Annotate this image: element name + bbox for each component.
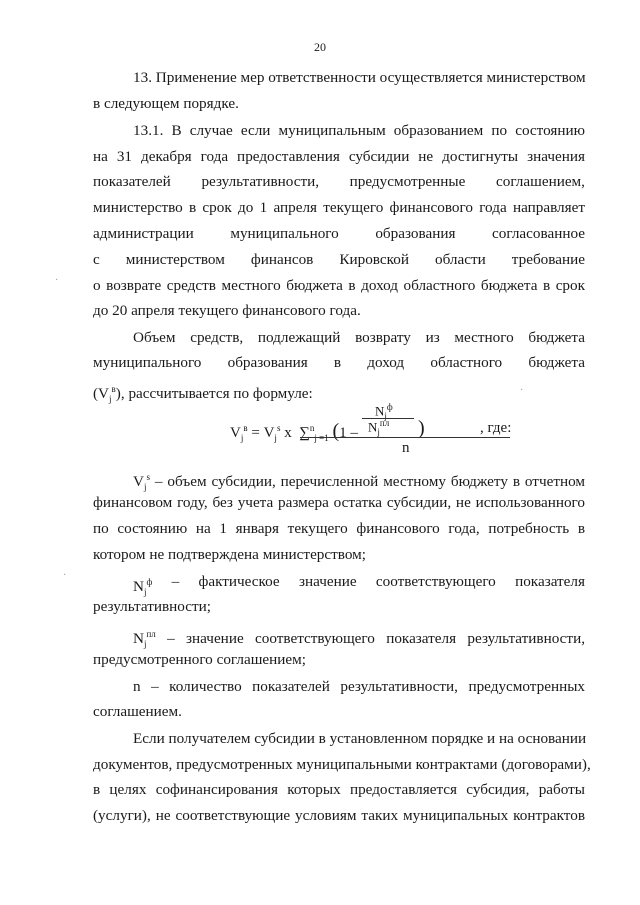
subscript-j: j xyxy=(377,426,380,437)
word: Объем xyxy=(133,329,176,346)
word: финансов xyxy=(250,251,314,268)
text-fragment: (V xyxy=(93,385,110,403)
word: в xyxy=(333,354,342,371)
word: предусмотренные xyxy=(349,173,466,190)
scan-speck: · xyxy=(63,570,67,581)
word: образования xyxy=(375,225,456,242)
subscript-j: j xyxy=(143,639,147,650)
paragraph-13-1-line-3 xyxy=(93,172,585,192)
word: доход xyxy=(367,354,405,371)
subscript-j: j xyxy=(240,433,244,443)
word: из xyxy=(425,329,440,346)
last-paragraph-line-1: Если получателем субсидии в установленном порядке и на основании xyxy=(133,730,587,747)
nf-definition-line-2: результативности; xyxy=(93,598,211,615)
superscript-pl: пл xyxy=(146,629,156,639)
symbol-v: V xyxy=(133,473,144,491)
main-fraction-bar xyxy=(300,437,510,438)
word: подлежащий xyxy=(257,329,341,346)
word: – xyxy=(171,573,180,590)
formula-denominator-n: n xyxy=(402,440,410,456)
superscript-v: в xyxy=(111,384,116,394)
superscript-s: s xyxy=(276,423,281,433)
scan-speck: · xyxy=(55,275,59,286)
npl-definition-line-2: предусмотренного соглашением; xyxy=(93,651,306,668)
word: соответствующего xyxy=(375,573,496,590)
paragraph-13-1-line-1: 13.1. В случае если муниципальным образованием по состоянию xyxy=(133,122,585,139)
superscript-f: ф xyxy=(386,402,393,412)
subscript-j: j xyxy=(143,587,147,598)
equals-sign: = xyxy=(251,425,260,441)
subscript-j: j xyxy=(384,410,387,421)
word: муниципального xyxy=(230,225,339,242)
paragraph-13-1-line-2: на 31 декабря года предоставления субсидии не достигнуты значения xyxy=(93,148,585,165)
word: согласованное xyxy=(492,225,585,242)
superscript-s: s xyxy=(146,472,150,482)
paragraph-13-1-line-7: о возврате средств местного бюджета в доход областного бюджета в срок xyxy=(93,277,585,294)
sum-symbol: ∑ xyxy=(299,425,310,441)
symbol-v: V xyxy=(230,425,241,441)
subscript-j: j xyxy=(274,433,277,443)
text-fragment: ), рассчитывается по формуле: xyxy=(115,385,313,403)
word: Кировской xyxy=(339,251,409,268)
word: бюджета xyxy=(528,329,585,346)
vs-definition-line-2: финансовом году, без учета размера остатка субсидии, не использованного xyxy=(93,494,585,511)
word: фактическое xyxy=(198,573,280,590)
sum-index: j =1 xyxy=(314,433,329,443)
superscript-pl: пл xyxy=(379,418,390,428)
word: показателей xyxy=(93,173,171,190)
word: министерством xyxy=(125,251,225,268)
formula-left-side xyxy=(230,420,358,443)
text-fragment: – объем субсидии, перечисленной местному бюджету в отчетном xyxy=(154,473,586,491)
one-minus: 1 – xyxy=(339,425,358,441)
n-definition-line-1: n – количество показателей результативности, предусмотренных xyxy=(133,678,585,695)
volume-paragraph-line-1 xyxy=(133,328,585,348)
word: бюджета xyxy=(528,354,585,371)
subscript-j: j xyxy=(109,394,112,405)
formula-denominator-n-plan xyxy=(368,418,389,437)
open-paren: ( xyxy=(332,420,340,442)
page-number: 20 xyxy=(314,40,326,54)
paragraph-13-line-1: 13. Применение мер ответственности осуществляется министерством xyxy=(133,69,586,86)
refund-formula xyxy=(230,402,530,462)
paragraph-13-line-2: в следующем порядке. xyxy=(93,95,239,112)
paragraph-13-1-line-8: до 20 апреля текущего финансового года. xyxy=(93,302,361,319)
word: областного xyxy=(430,354,503,371)
symbol-v: V xyxy=(263,425,275,441)
vs-definition-line-4: котором не подтверждена министерством; xyxy=(93,546,366,563)
superscript-n: n xyxy=(309,423,315,433)
last-paragraph-line-3: в целях софинансирования которых предоставляется субсидия, работы xyxy=(93,781,585,798)
paragraph-13-1-line-6 xyxy=(93,250,585,270)
word: показателя xyxy=(515,573,585,590)
symbol-n: N xyxy=(133,578,144,596)
vs-definition-line-3: по состоянию на 1 января текущего финансового года, потребность в xyxy=(93,520,585,537)
last-paragraph-line-2: документов, предусмотренных муниципальными контрактами (договорами), xyxy=(93,756,591,773)
n-definition-line-2: соглашением. xyxy=(93,703,182,720)
word: соглашением, xyxy=(496,173,585,190)
word: местного xyxy=(454,329,514,346)
superscript-v: в xyxy=(243,423,248,433)
word: администрации xyxy=(93,225,194,242)
word: значение xyxy=(298,573,357,590)
word: возврату xyxy=(355,329,411,346)
symbol-n: N xyxy=(368,419,378,435)
formula-where: , где: xyxy=(480,420,512,436)
scan-speck: · xyxy=(520,385,524,396)
word: с xyxy=(93,251,100,268)
paragraph-13-1-line-5 xyxy=(93,224,585,244)
symbol-n: N xyxy=(133,630,144,648)
word: образования xyxy=(227,354,308,371)
text-fragment: – значение соответствующего показателя результативности, xyxy=(167,630,585,648)
word: области xyxy=(434,251,486,268)
last-paragraph-line-4: (услуги), не соответствующие условиям таких муниципальных контрактов xyxy=(93,807,585,824)
word: муниципального xyxy=(93,354,202,371)
word: средств, xyxy=(190,329,244,346)
close-paren: ) xyxy=(418,417,425,439)
symbol-n: N xyxy=(375,403,385,419)
superscript-f: ф xyxy=(146,577,153,587)
paragraph-13-1-line-4: министерство в срок до 1 апреля текущего финансового года направляет xyxy=(93,199,585,216)
volume-paragraph-line-2 xyxy=(93,353,585,373)
multiply-sign: x xyxy=(284,425,292,441)
word: требование xyxy=(511,251,585,268)
word: результативности, xyxy=(201,173,320,190)
subscript-j: j xyxy=(143,482,147,493)
